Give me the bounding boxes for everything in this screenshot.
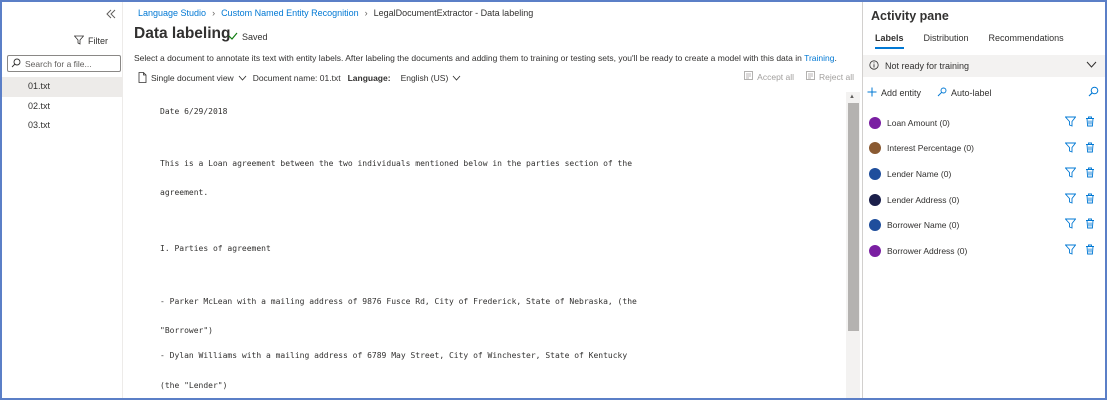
filter-icon[interactable] xyxy=(1065,193,1076,206)
info-icon xyxy=(869,60,879,72)
filter-icon[interactable] xyxy=(1065,116,1076,129)
entity-count: (0) xyxy=(939,117,950,128)
entity-color-dot xyxy=(869,168,881,180)
entity-color-dot xyxy=(869,194,881,206)
entity-list xyxy=(869,110,1101,264)
instructions-body: Select a document to annotate its text with entity labels. After labeling the documents and adding them to training or testing sets, you'll be ready to create a model with this data in xyxy=(134,53,805,63)
chevron-right-icon: › xyxy=(212,8,216,18)
entity-row-actions xyxy=(1065,167,1095,180)
entity-row[interactable] xyxy=(869,136,1101,162)
language-dropdown[interactable] xyxy=(401,73,462,83)
instructions-end: . xyxy=(834,53,837,63)
file-item-01[interactable]: 01.txt xyxy=(2,77,123,97)
document-line[interactable]: "Borrower") xyxy=(160,326,213,335)
reject-all-button[interactable] xyxy=(806,71,854,82)
accept-all-label: Accept all xyxy=(757,71,795,82)
training-status-text: Not ready for training xyxy=(885,61,970,71)
entity-name: Borrower Name xyxy=(887,220,947,231)
language-label: Language: xyxy=(347,73,391,83)
delete-icon[interactable] xyxy=(1085,167,1095,180)
document-icon xyxy=(138,72,147,85)
document-name: Document name: 01.txt xyxy=(252,73,341,83)
chevron-down-icon xyxy=(452,73,461,83)
wand-icon xyxy=(937,87,947,99)
document-line[interactable]: agreement. xyxy=(160,188,209,197)
instructions-text xyxy=(134,53,837,63)
search-icon xyxy=(11,55,21,73)
plus-icon xyxy=(867,87,877,99)
add-entity-button[interactable] xyxy=(867,87,921,99)
language-value: English (US) xyxy=(400,73,449,83)
activity-pane-title: Activity pane xyxy=(871,9,949,23)
main-area xyxy=(124,2,861,398)
file-item-03[interactable]: 03.txt xyxy=(28,120,51,130)
entity-count: (0) xyxy=(940,168,952,179)
entity-actions xyxy=(867,86,1101,100)
entity-name: Borrower Address xyxy=(887,245,955,256)
auto-label-label: Auto-label xyxy=(951,88,992,98)
add-entity-label: Add entity xyxy=(881,88,922,98)
chevron-down-icon xyxy=(238,73,247,83)
entity-color-dot xyxy=(869,142,881,154)
entity-row[interactable] xyxy=(869,161,1101,187)
document-scrollbar-thumb[interactable] xyxy=(848,103,859,331)
breadcrumb-current: LegalDocumentExtractor - Data labeling xyxy=(373,8,534,18)
file-item-02[interactable]: 02.txt xyxy=(28,100,51,111)
entity-count: (0) xyxy=(948,194,960,205)
entity-color-dot xyxy=(869,117,881,129)
document-line[interactable]: Date 6/29/2018 xyxy=(160,107,228,116)
entity-count: (0) xyxy=(956,245,968,256)
entity-row-actions xyxy=(1065,244,1095,257)
entity-row[interactable] xyxy=(869,212,1101,238)
checkmark-icon xyxy=(228,31,238,43)
entity-count: (0) xyxy=(963,143,974,154)
filter-icon xyxy=(74,35,84,47)
filter-icon[interactable] xyxy=(1065,167,1076,180)
entity-row[interactable] xyxy=(869,187,1101,213)
saved-status xyxy=(228,31,268,43)
accept-all-icon xyxy=(744,71,753,82)
document-line[interactable]: - Dylan Williams with a mailing address of 6789 May Street, City of Winchester, State of Kentucky xyxy=(160,351,628,360)
training-link[interactable]: Training xyxy=(804,53,835,63)
filter-icon[interactable] xyxy=(1065,142,1076,155)
search-icon[interactable] xyxy=(1088,86,1099,99)
document-toolbar xyxy=(138,71,858,85)
double-chevron-left-icon[interactable] xyxy=(106,8,116,22)
tab-labels[interactable]: Labels xyxy=(875,33,904,49)
reject-all-label: Reject all xyxy=(819,71,854,82)
breadcrumb-language-studio[interactable]: Language Studio xyxy=(138,8,207,18)
entity-name: Loan Amount xyxy=(887,117,938,128)
document-line[interactable]: I. Parties of agreement xyxy=(160,244,271,253)
filter-icon[interactable] xyxy=(1065,218,1076,231)
entity-row[interactable] xyxy=(869,238,1101,264)
entity-name: Lender Address xyxy=(887,194,947,205)
delete-icon[interactable] xyxy=(1085,218,1095,231)
tab-distribution[interactable]: Distribution xyxy=(923,33,969,43)
bulk-actions xyxy=(744,71,854,82)
activity-pane xyxy=(862,2,1105,398)
breadcrumb-custom-ner[interactable]: Custom Named Entity Recognition xyxy=(221,8,359,18)
saved-label: Saved xyxy=(242,32,268,42)
document-line[interactable]: - Parker McLean with a mailing address of 9876 Fusce Rd, City of Frederick, State of Nebraska, (the xyxy=(160,297,637,306)
document-text-area[interactable] xyxy=(124,92,846,398)
filter-icon[interactable] xyxy=(1065,244,1076,257)
auto-label-button[interactable] xyxy=(937,87,992,99)
document-line[interactable]: (the "Lender") xyxy=(160,381,228,390)
entity-row[interactable] xyxy=(869,110,1101,136)
breadcrumb xyxy=(138,8,533,18)
file-search-box[interactable] xyxy=(7,55,121,72)
scroll-up-arrow-icon[interactable]: ▲ xyxy=(849,94,855,100)
delete-icon[interactable] xyxy=(1085,193,1095,206)
delete-icon[interactable] xyxy=(1085,142,1095,155)
document-line[interactable]: This is a Loan agreement between the two individuals mentioned below in the parties section of the xyxy=(160,159,633,168)
tab-recommendations[interactable]: Recommendations xyxy=(988,33,1064,43)
chevron-right-icon: › xyxy=(364,8,368,18)
page-title: Data labeling xyxy=(134,25,231,42)
entity-row-actions xyxy=(1065,116,1095,129)
view-mode-label: Single document view xyxy=(151,73,234,83)
filter-label: Filter xyxy=(88,36,108,46)
training-status-bar[interactable] xyxy=(863,55,1105,77)
reject-all-icon xyxy=(806,71,815,82)
accept-all-button[interactable] xyxy=(744,71,794,82)
entity-row-actions xyxy=(1065,218,1095,231)
entity-count: (0) xyxy=(948,220,960,231)
view-mode-dropdown[interactable] xyxy=(138,72,247,85)
delete-icon[interactable] xyxy=(1085,244,1095,257)
delete-icon[interactable] xyxy=(1085,116,1095,129)
entity-color-dot xyxy=(869,245,881,257)
file-list xyxy=(2,77,123,136)
entity-color-dot xyxy=(869,219,881,231)
entity-row-actions xyxy=(1065,193,1095,206)
filter-button[interactable] xyxy=(74,35,108,47)
entity-name: Lender Name xyxy=(887,168,939,179)
entity-name: Interest Percentage xyxy=(887,143,962,154)
file-pane xyxy=(2,2,123,398)
entity-row-actions xyxy=(1065,142,1095,155)
chevron-down-icon[interactable] xyxy=(1086,60,1097,70)
file-search-input[interactable] xyxy=(25,59,115,69)
activity-tabs xyxy=(875,33,1064,49)
